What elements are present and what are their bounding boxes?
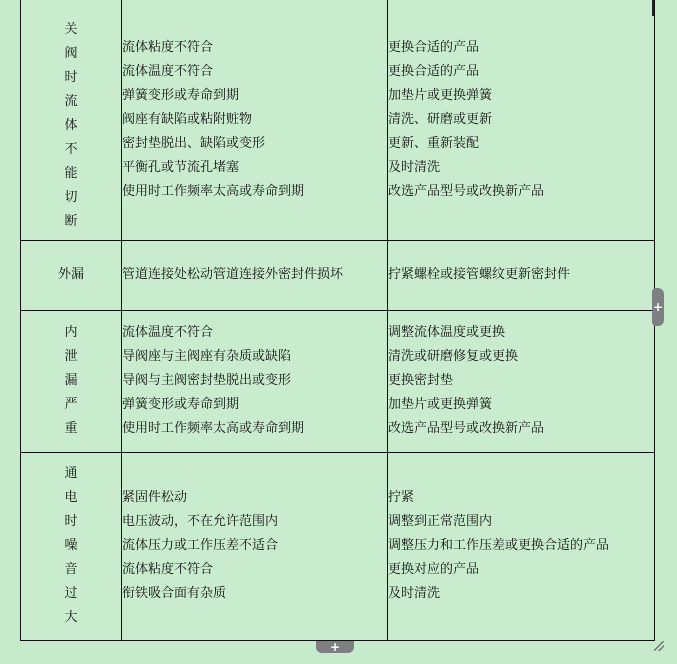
remedy-line: 更换合适的产品 — [388, 63, 480, 79]
text-cursor-bar — [652, 0, 654, 16]
cause-cell — [122, 0, 388, 240]
remedy-line: 清洗或研磨修复或更换 — [388, 349, 519, 364]
fault-char: 重 — [64, 421, 78, 436]
fault-char: 噪 — [64, 538, 78, 553]
fault-char: 切 — [64, 189, 78, 205]
fault-cell — [21, 310, 122, 452]
cause-line: 电压波动，不在允许范围内 — [122, 514, 279, 529]
remedy-cell — [388, 0, 655, 240]
cause-line: 导阀与主阀密封垫脱出或变形 — [122, 373, 292, 388]
fault-char: 通 — [64, 466, 78, 481]
add-column-button[interactable]: + — [652, 288, 664, 326]
table-row — [21, 310, 655, 452]
fault-char: 流 — [64, 93, 78, 109]
fault-char: 大 — [64, 610, 78, 625]
fault-char: 关 — [64, 21, 78, 37]
fault-char: 严 — [64, 397, 78, 412]
cause-cell: 管道连接处松动管道连接外密封件损坏 — [122, 240, 388, 310]
fault-table — [20, 0, 655, 641]
cause-cell — [122, 310, 388, 452]
remedy-line: 调整流体温度或更换 — [388, 325, 506, 340]
cause-line: 使用时工作频率太高或寿命到期 — [122, 421, 305, 436]
remedy-line: 及时清洗 — [388, 159, 441, 175]
table-row — [21, 240, 655, 310]
remedy-line: 改选产品型号或改换新产品 — [388, 183, 545, 199]
cause-line: 流体温度不符合 — [122, 63, 214, 79]
table-resize-handle[interactable] — [654, 641, 664, 651]
cause-line: 流体压力或工作压差不适合 — [122, 538, 279, 553]
add-row-button[interactable]: + — [316, 641, 354, 653]
fault-char: 泄 — [64, 349, 78, 364]
cause-line: 阀座有缺陷或粘附赃物 — [122, 111, 253, 127]
remedy-cell — [388, 310, 655, 452]
remedy-line: 拧紧 — [388, 490, 415, 505]
table-row — [21, 0, 655, 240]
cause-line: 平衡孔或节流孔堵塞 — [122, 159, 240, 175]
remedy-line: 更换密封垫 — [388, 373, 454, 388]
cause-line: 流体温度不符合 — [122, 325, 214, 340]
remedy-line: 加垫片或更换弹簧 — [388, 397, 493, 412]
cause-line: 导阀座与主阀座有杂质或缺陷 — [122, 349, 292, 364]
cause-line: 弹簧变形或寿命到期 — [122, 397, 240, 412]
remedy-line: 及时清洗 — [388, 586, 441, 601]
fault-cell: 外漏 — [21, 240, 122, 310]
fault-char: 音 — [64, 562, 78, 577]
fault-char: 内 — [64, 325, 78, 340]
fault-char: 时 — [64, 514, 78, 529]
fault-char: 电 — [64, 490, 78, 505]
fault-char: 漏 — [64, 373, 78, 388]
remedy-cell: 拧紧螺栓或接管螺纹更新密封件 — [388, 240, 655, 310]
remedy-line: 更新、重新装配 — [388, 135, 480, 151]
cause-line: 密封垫脱出、缺陷或变形 — [122, 135, 266, 151]
remedy-line: 改选产品型号或改换新产品 — [388, 421, 545, 436]
cause-line: 流体粘度不符合 — [122, 562, 214, 577]
fault-char: 不 — [64, 141, 78, 157]
remedy-line: 清洗、研磨或更新 — [388, 111, 493, 127]
remedy-line: 更换对应的产品 — [388, 562, 480, 577]
fault-char: 阀 — [64, 45, 78, 61]
cause-cell — [122, 452, 388, 640]
remedy-line: 加垫片或更换弹簧 — [388, 87, 493, 103]
fault-char: 过 — [64, 586, 78, 601]
fault-cell — [21, 452, 122, 640]
cause-line: 衔铁吸合面有杂质 — [122, 586, 227, 601]
cause-line: 紧固件松动 — [122, 490, 188, 505]
table-row — [21, 452, 655, 640]
fault-char: 能 — [64, 165, 78, 181]
fault-cell — [21, 0, 122, 240]
cause-line: 弹簧变形或寿命到期 — [122, 87, 240, 103]
fault-char: 体 — [64, 117, 78, 133]
cause-line: 流体粘度不符合 — [122, 39, 214, 55]
cause-line: 使用时工作频率太高或寿命到期 — [122, 183, 305, 199]
fault-char: 断 — [64, 213, 78, 229]
remedy-line: 更换合适的产品 — [388, 39, 480, 55]
remedy-line: 调整压力和工作压差或更换合适的产品 — [388, 538, 610, 553]
fault-char: 时 — [64, 69, 78, 85]
remedy-cell — [388, 452, 655, 640]
remedy-line: 调整到正常范围内 — [388, 514, 493, 529]
